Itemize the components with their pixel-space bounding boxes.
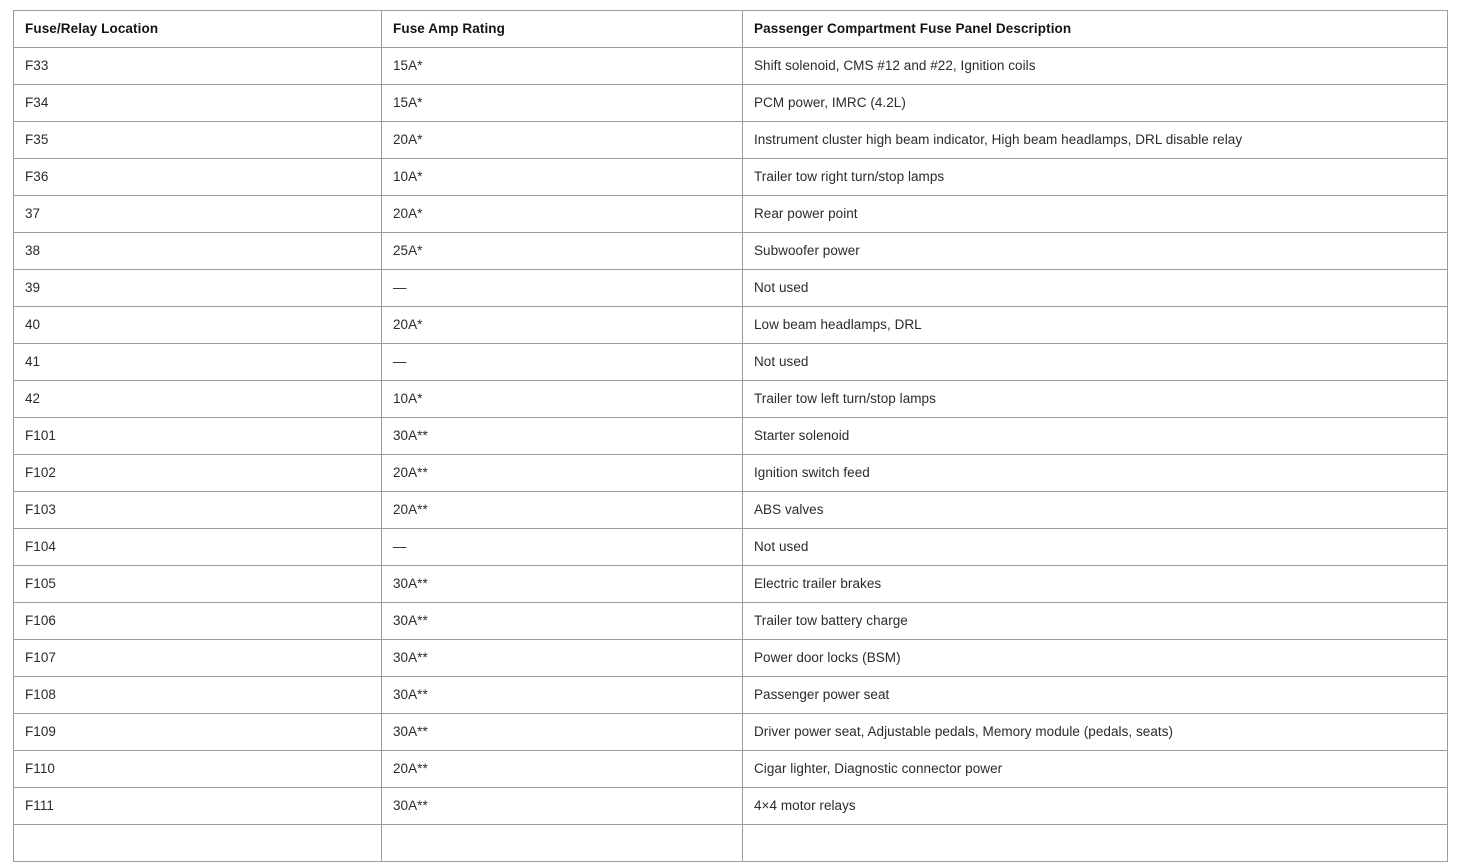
fuse-relay-table: [13, 10, 1448, 862]
cell-location: F103: [14, 492, 382, 529]
cell-amp-rating: 20A**: [382, 492, 743, 529]
table-header: [14, 11, 1448, 48]
cell-description: Trailer tow left turn/stop lamps: [743, 381, 1448, 418]
cell-amp-rating: 20A*: [382, 196, 743, 233]
cell-amp-rating: 20A*: [382, 122, 743, 159]
cell-location: 42: [14, 381, 382, 418]
table-row: [14, 270, 1448, 307]
table-row: [14, 825, 1448, 862]
cell-amp-rating: [382, 825, 743, 862]
table-row: [14, 455, 1448, 492]
cell-location: F105: [14, 566, 382, 603]
cell-description: Low beam headlamps, DRL: [743, 307, 1448, 344]
cell-amp-rating: 15A*: [382, 85, 743, 122]
table-row: [14, 529, 1448, 566]
table-row: [14, 788, 1448, 825]
cell-description: Not used: [743, 529, 1448, 566]
cell-amp-rating: 10A*: [382, 159, 743, 196]
cell-amp-rating: 30A**: [382, 788, 743, 825]
cell-description: Trailer tow right turn/stop lamps: [743, 159, 1448, 196]
column-header-fuse-amp-rating: Fuse Amp Rating: [382, 11, 743, 48]
column-header-description: Passenger Compartment Fuse Panel Description: [743, 11, 1448, 48]
table-row: [14, 492, 1448, 529]
cell-description: PCM power, IMRC (4.2L): [743, 85, 1448, 122]
cell-location: F108: [14, 677, 382, 714]
cell-amp-rating: 30A**: [382, 603, 743, 640]
cell-location: F36: [14, 159, 382, 196]
cell-location: 37: [14, 196, 382, 233]
cell-description: Trailer tow battery charge: [743, 603, 1448, 640]
cell-amp-rating: 30A**: [382, 566, 743, 603]
cell-location: F107: [14, 640, 382, 677]
cell-description: Electric trailer brakes: [743, 566, 1448, 603]
cell-description: Power door locks (BSM): [743, 640, 1448, 677]
table-row: [14, 418, 1448, 455]
table-row: [14, 48, 1448, 85]
table-row: [14, 159, 1448, 196]
cell-amp-rating: —: [382, 344, 743, 381]
cell-description: Instrument cluster high beam indicator, High beam headlamps, DRL disable relay: [743, 122, 1448, 159]
cell-location: 41: [14, 344, 382, 381]
cell-amp-rating: 20A*: [382, 307, 743, 344]
cell-description: 4×4 motor relays: [743, 788, 1448, 825]
cell-amp-rating: 30A**: [382, 418, 743, 455]
cell-location: F109: [14, 714, 382, 751]
cell-description: Ignition switch feed: [743, 455, 1448, 492]
cell-location: F102: [14, 455, 382, 492]
table-row: [14, 122, 1448, 159]
cell-description: Not used: [743, 344, 1448, 381]
cell-description: Starter solenoid: [743, 418, 1448, 455]
cell-description: Passenger power seat: [743, 677, 1448, 714]
cell-location: 39: [14, 270, 382, 307]
column-header-fuse-relay-location: Fuse/Relay Location: [14, 11, 382, 48]
cell-location: F110: [14, 751, 382, 788]
table-row: [14, 233, 1448, 270]
table-row: [14, 196, 1448, 233]
cell-location: F104: [14, 529, 382, 566]
cell-description: Subwoofer power: [743, 233, 1448, 270]
table-row: [14, 566, 1448, 603]
cell-amp-rating: 30A**: [382, 640, 743, 677]
cell-amp-rating: 10A*: [382, 381, 743, 418]
cell-amp-rating: —: [382, 529, 743, 566]
table-row: [14, 714, 1448, 751]
cell-amp-rating: 25A*: [382, 233, 743, 270]
cell-amp-rating: 15A*: [382, 48, 743, 85]
cell-description: Rear power point: [743, 196, 1448, 233]
cell-location: 38: [14, 233, 382, 270]
cell-description: Shift solenoid, CMS #12 and #22, Ignition coils: [743, 48, 1448, 85]
table-row: [14, 640, 1448, 677]
table-row: [14, 344, 1448, 381]
table-row: [14, 381, 1448, 418]
cell-amp-rating: 20A**: [382, 455, 743, 492]
cell-description: Driver power seat, Adjustable pedals, Memory module (pedals, seats): [743, 714, 1448, 751]
cell-description: Cigar lighter, Diagnostic connector power: [743, 751, 1448, 788]
table-header-row: [14, 11, 1448, 48]
cell-amp-rating: —: [382, 270, 743, 307]
cell-location: [14, 825, 382, 862]
cell-location: F111: [14, 788, 382, 825]
cell-amp-rating: 20A**: [382, 751, 743, 788]
cell-location: 40: [14, 307, 382, 344]
table-body: [14, 48, 1448, 862]
cell-description: ABS valves: [743, 492, 1448, 529]
cell-description: Not used: [743, 270, 1448, 307]
cell-location: F106: [14, 603, 382, 640]
table-row: [14, 307, 1448, 344]
cell-amp-rating: 30A**: [382, 677, 743, 714]
cell-location: F101: [14, 418, 382, 455]
table-row: [14, 677, 1448, 714]
cell-location: F35: [14, 122, 382, 159]
cell-location: F33: [14, 48, 382, 85]
cell-location: F34: [14, 85, 382, 122]
table-row: [14, 751, 1448, 788]
table-row: [14, 85, 1448, 122]
table-row: [14, 603, 1448, 640]
cell-amp-rating: 30A**: [382, 714, 743, 751]
cell-description: [743, 825, 1448, 862]
